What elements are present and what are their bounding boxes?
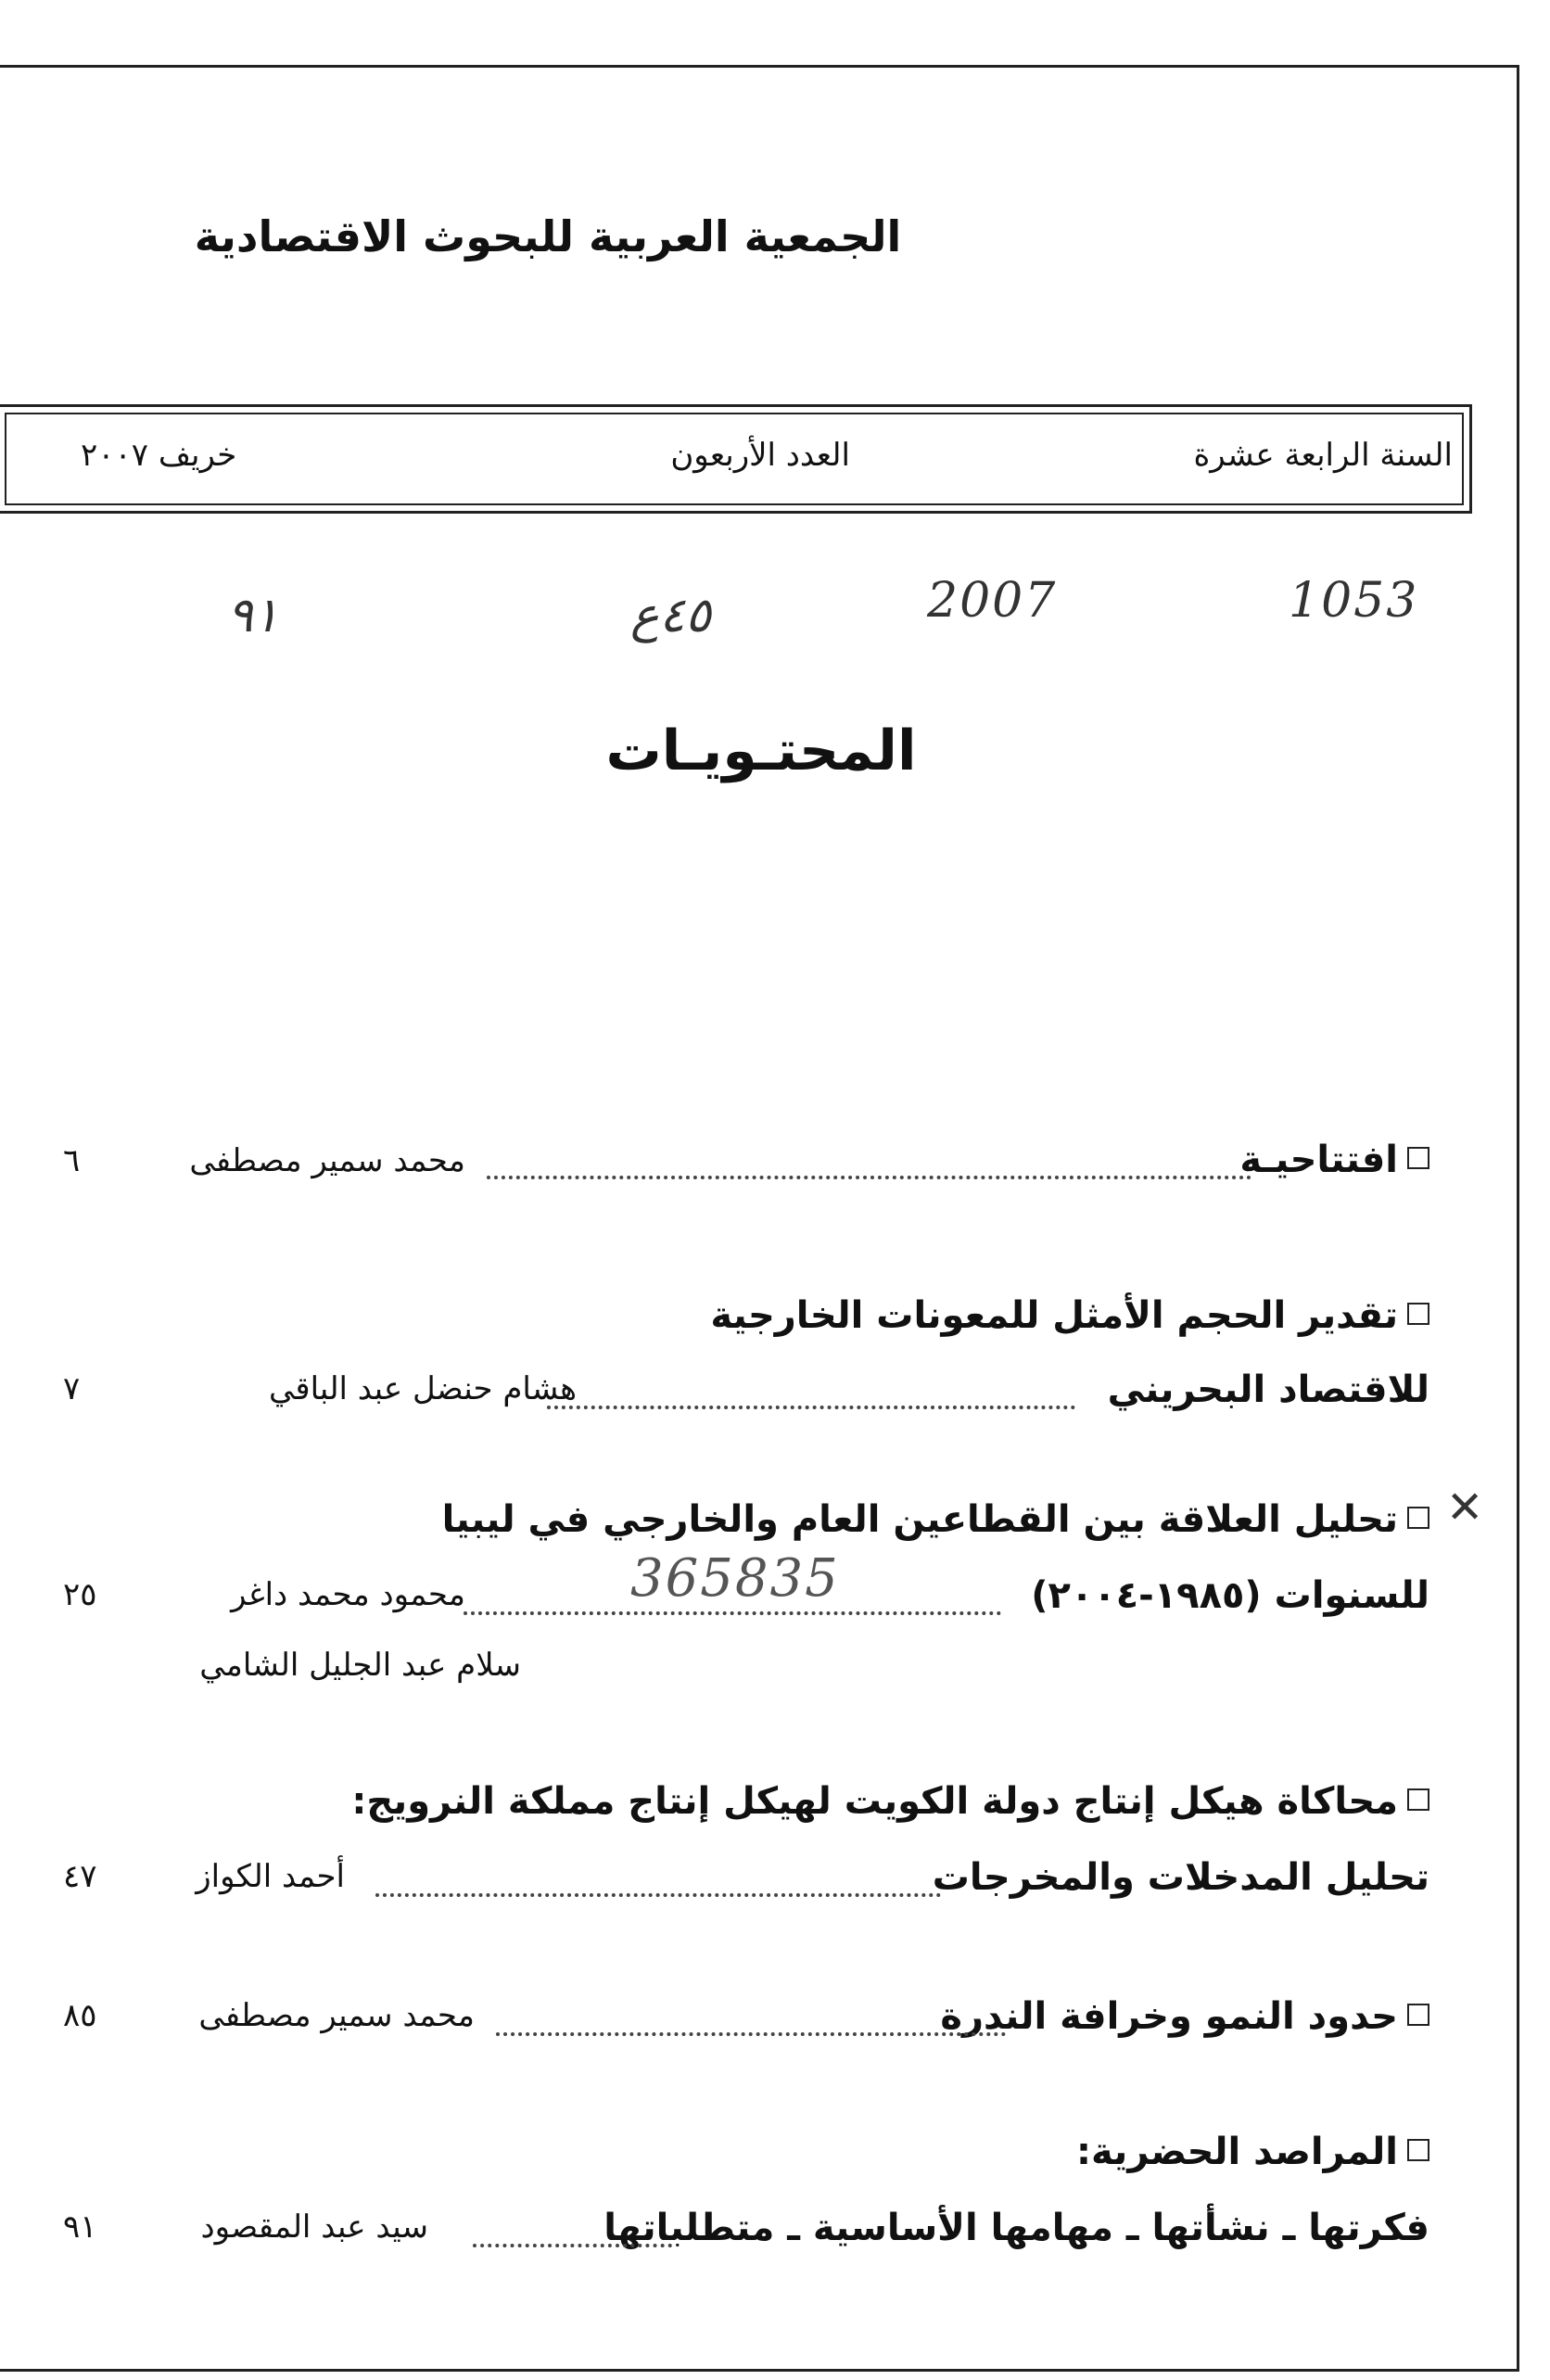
entry-page-number: ٩١ bbox=[63, 2208, 97, 2246]
entry-author: محمد سمير مصطفى bbox=[189, 1142, 465, 1179]
season-label: خريف ٢٠٠٧ bbox=[81, 437, 237, 474]
entry-author: سيد عبد المقصود bbox=[200, 2208, 428, 2246]
entry-page-number: ٧ bbox=[63, 1370, 81, 1407]
entry-title: حدود النمو وخرافة الندرة bbox=[940, 1995, 1429, 2038]
entry-title-line-2: للاقتصاد البحريني bbox=[1107, 1368, 1429, 1411]
entry-title-line-2: فكرتها ـ نشأتها ـ مهامها الأساسية ـ متطلباتها bbox=[603, 2207, 1429, 2249]
entry-title: المراصد الحضرية: bbox=[1076, 2131, 1429, 2173]
checkbox-icon bbox=[1407, 2004, 1429, 2026]
entry-author: هشام حنضل عبد الباقي bbox=[268, 1370, 577, 1407]
handwritten-stamp-number: 365835 bbox=[630, 1548, 840, 1609]
leader-dots bbox=[464, 1611, 1001, 1615]
checkbox-icon bbox=[1407, 1147, 1429, 1169]
handwritten-mark-issue: ٤٥ع bbox=[630, 588, 711, 643]
leader-dots bbox=[375, 1893, 941, 1897]
entry-title: تحليل العلاقة بين القطاعين العام والخارجي في ليبيا bbox=[442, 1498, 1429, 1541]
checkbox-icon bbox=[1407, 2139, 1429, 2161]
entry-page-number: ٦ bbox=[63, 1142, 81, 1179]
year-label: السنة الرابعة عشرة bbox=[1193, 437, 1453, 474]
entry-title: محاكاة هيكل إنتاج دولة الكويت لهيكل إنتاج مملكة النرويج: bbox=[351, 1780, 1429, 1823]
organization-title: الجمعية العربية للبحوث الاقتصادية bbox=[194, 211, 902, 261]
entry-title-line-2: للسنوات (١٩٨٥-٢٠٠٤) bbox=[1031, 1574, 1429, 1617]
checkbox-icon bbox=[1407, 1788, 1429, 1811]
leader-dots bbox=[496, 2032, 1006, 2036]
entry-page-number: ٢٥ bbox=[63, 1576, 97, 1613]
handwritten-mark-1053: 1053 bbox=[1289, 573, 1419, 629]
leader-dots bbox=[487, 1176, 1251, 1179]
issue-info-box bbox=[0, 404, 1472, 514]
entry-page-number: ٨٥ bbox=[63, 1997, 97, 2034]
handwritten-mark-page: ٩١ bbox=[227, 588, 279, 643]
leader-dots bbox=[473, 2244, 672, 2247]
checkbox-icon bbox=[1407, 1507, 1429, 1529]
checkbox-icon bbox=[1407, 1303, 1429, 1325]
handwritten-cross-icon: ✕ bbox=[1446, 1482, 1484, 1534]
entry-title: تقدير الحجم الأمثل للمعونات الخارجية bbox=[710, 1294, 1429, 1337]
contents-title: المحتـويـات bbox=[605, 719, 917, 783]
handwritten-mark-2007: 2007 bbox=[927, 573, 1058, 629]
entry-page-number: ٤٧ bbox=[63, 1858, 97, 1895]
entry-title: افتتاحيـة bbox=[1239, 1139, 1429, 1181]
entry-author: محمد سمير مصطفى bbox=[198, 1997, 475, 2034]
entry-title-line-2: تحليل المدخلات والمخرجات bbox=[932, 1856, 1429, 1899]
entry-author-2: سلام عبد الجليل الشامي bbox=[199, 1647, 521, 1684]
leader-dots bbox=[547, 1406, 1075, 1409]
entry-author: محمود محمد داغر bbox=[231, 1576, 465, 1613]
issue-label: العدد الأربعون bbox=[670, 437, 850, 474]
entry-author: أحمد الكواز bbox=[196, 1858, 345, 1895]
